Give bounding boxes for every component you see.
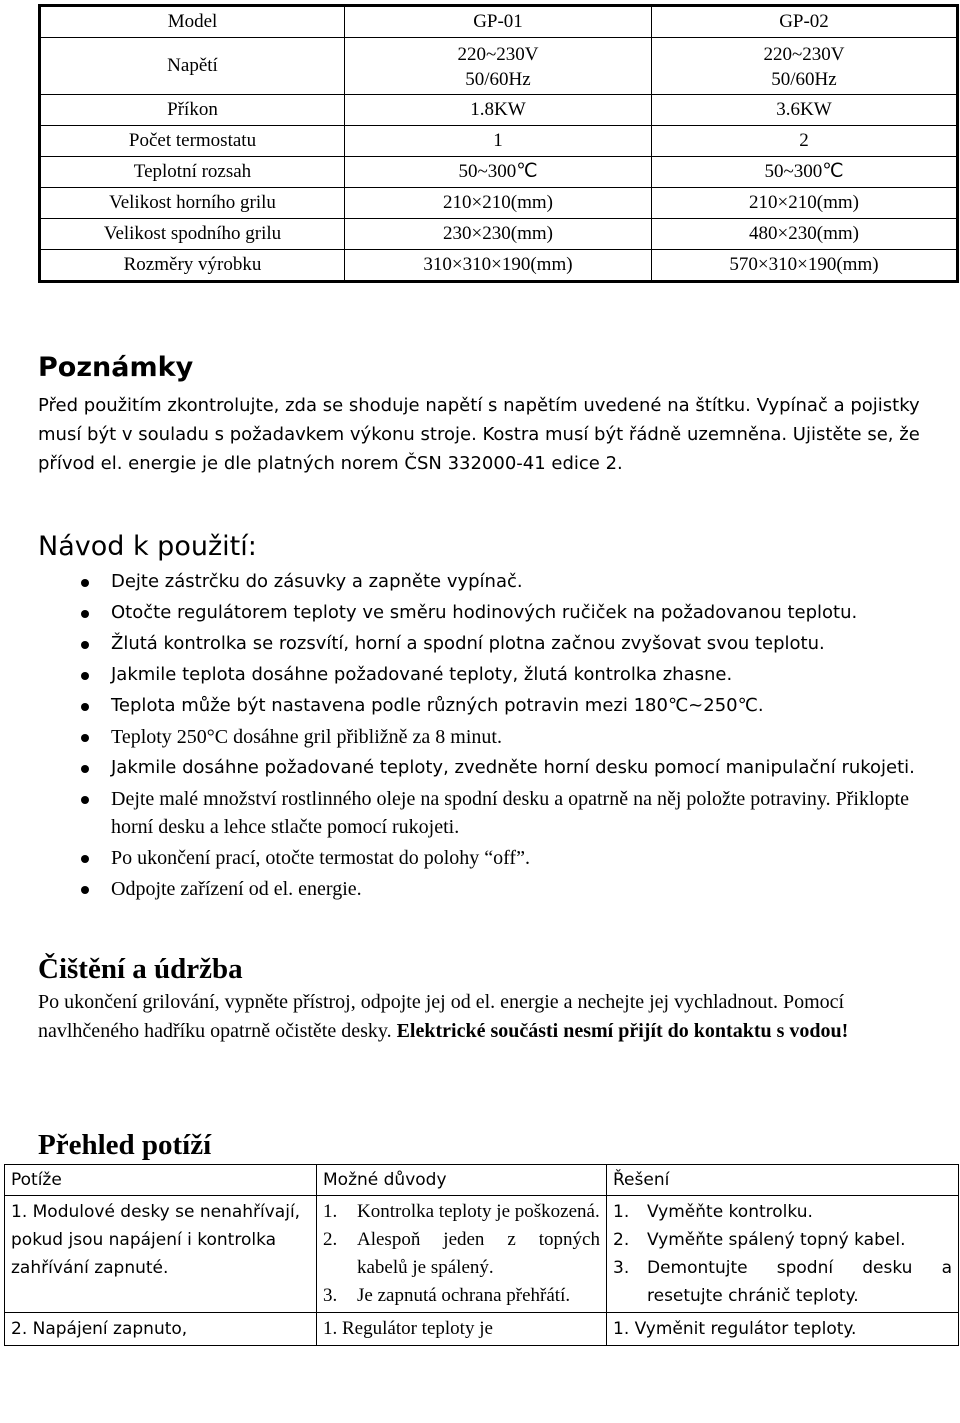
specs-header-row <box>40 6 958 38</box>
notes-paragraph: Před použitím zkontrolujte, zda se shoduje napětí s napětím uvedené na štítku. Vypínač a pojistky musí být v souladu s požadavkem výkonu stroje. Kostra musí být řádně uzemněna. Ujistěte se, že přívod el. energie je dle platných norem ČSN 332000-41 edice 2. <box>38 395 920 474</box>
cause-item: 2. Alespoň jeden z topných kabelů je spálený. <box>323 1229 600 1278</box>
specs-row <box>40 126 958 157</box>
specs-header-gp02: GP-02 <box>652 6 958 38</box>
specs-value-gp01: 210×210(mm) <box>345 188 652 219</box>
specs-value-gp02: 210×210(mm) <box>652 188 958 219</box>
specs-value-gp02: 3.6KW <box>652 95 958 126</box>
trouble-problem: 1. Modulové desky se nenahřívají, pokud jsou napájení i kontrolka zahřívání zapnuté. <box>5 1196 317 1313</box>
trouble-header-causes: Možné důvody <box>317 1165 607 1196</box>
specs-label: Rozměry výrobku <box>40 250 345 282</box>
specs-header-model: Model <box>40 6 345 38</box>
specs-row <box>40 95 958 126</box>
cleaning-heading: Čištění a údržba <box>38 953 243 985</box>
cleaning-warning: Elektrické součásti nesmí přijít do kontaktu s vodou! <box>396 1020 849 1042</box>
cleaning-paragraph <box>38 988 950 1046</box>
specs-header-gp01: GP-01 <box>345 6 652 38</box>
specs-value-gp01: 310×310×190(mm) <box>345 250 652 282</box>
usage-item: Jakmile teplota dosáhne požadované teploty, žlutá kontrolka zhasne. <box>38 661 938 689</box>
usage-heading: Návod k použití: <box>38 531 257 562</box>
specs-label: Počet termostatu <box>40 126 345 157</box>
specs-row <box>40 219 958 250</box>
specs-row <box>40 38 958 95</box>
cause-item: 3. Je zapnutá ochrana přehřátí. <box>323 1285 571 1306</box>
specs-label: Velikost horního grilu <box>40 188 345 219</box>
specs-label: Velikost spodního grilu <box>40 219 345 250</box>
trouble-row <box>5 1313 959 1346</box>
trouble-header-solutions: Řešení <box>607 1165 959 1196</box>
specs-value-gp01: 50~300℃ <box>345 157 652 188</box>
troubleshooting-table <box>4 1164 959 1346</box>
usage-item: Teploty 250°C dosáhne gril přibližně za 8 minut. <box>38 723 938 751</box>
specs-value-gp02: 50~300℃ <box>652 157 958 188</box>
trouble-problem: 2. Napájení zapnuto, <box>5 1313 317 1346</box>
specs-table <box>38 4 959 283</box>
specs-value-gp02: 220~230V 50/60Hz <box>652 38 958 95</box>
causes-list <box>323 1198 600 1310</box>
usage-item: Otočte regulátorem teploty ve směru hodinových ručiček na požadovanou teplotu. <box>38 599 938 627</box>
specs-row <box>40 157 958 188</box>
specs-value-gp02: 480×230(mm) <box>652 219 958 250</box>
cleaning-text: Po ukončení grilování, vypněte přístroj, odpojte jej od el. energie a nechejte jej vychladnout. Pomocí navlhčeného hadříku opatrně očistěte desky. <box>38 991 845 1042</box>
troubleshooting-heading: Přehled potíží <box>38 1129 212 1161</box>
specs-value-gp01: 220~230V 50/60Hz <box>345 38 652 95</box>
trouble-causes <box>317 1196 607 1313</box>
solution-item: 3. Demontujte spodní desku a resetujte chránič teploty. <box>613 1258 952 1306</box>
trouble-header-row <box>5 1165 959 1196</box>
solutions-list <box>613 1198 952 1310</box>
cause-item: 1. Kontrolka teploty je poškozená. <box>323 1201 600 1222</box>
specs-value-gp01: 1.8KW <box>345 95 652 126</box>
usage-item: Jakmile dosáhne požadované teploty, zvedněte horní desku pomocí manipulační rukojeti. <box>38 754 938 782</box>
specs-label: Příkon <box>40 95 345 126</box>
trouble-solution: 1. Vyměnit regulátor teploty. <box>607 1313 959 1346</box>
solution-item: 1. Vyměňte kontrolku. <box>613 1202 813 1222</box>
usage-item: Dejte zástrčku do zásuvky a zapněte vypínač. <box>38 568 938 596</box>
notes-heading: Poznámky <box>38 352 194 383</box>
trouble-header-problem: Potíže <box>5 1165 317 1196</box>
usage-item: Po ukončení prací, otočte termostat do polohy “off”. <box>38 844 938 872</box>
usage-list <box>38 568 938 906</box>
specs-row <box>40 250 958 282</box>
specs-value-gp01: 230×230(mm) <box>345 219 652 250</box>
usage-item: Žlutá kontrolka se rozsvítí, horní a spodní plotna začnou zvyšovat svou teplotu. <box>38 630 938 658</box>
specs-row <box>40 188 958 219</box>
specs-value-gp02: 570×310×190(mm) <box>652 250 958 282</box>
usage-item: Teplota může být nastavena podle různých potravin mezi 180℃~250℃. <box>38 692 938 720</box>
specs-value-gp02: 2 <box>652 126 958 157</box>
trouble-cause: 1. Regulátor teploty je <box>317 1313 607 1346</box>
usage-item: Dejte malé množství rostlinného oleje na spodní desku a opatrně na něj položte potraviny. Přiklopte horní desku a lehce stlačte pomocí rukojeti. <box>38 785 938 841</box>
specs-value-gp01: 1 <box>345 126 652 157</box>
usage-item: Odpojte zařízení od el. energie. <box>38 875 938 903</box>
specs-label: Napětí <box>40 38 345 95</box>
specs-label: Teplotní rozsah <box>40 157 345 188</box>
trouble-solutions <box>607 1196 959 1313</box>
solution-item: 2. Vyměňte spálený topný kabel. <box>613 1230 906 1250</box>
trouble-row <box>5 1196 959 1313</box>
